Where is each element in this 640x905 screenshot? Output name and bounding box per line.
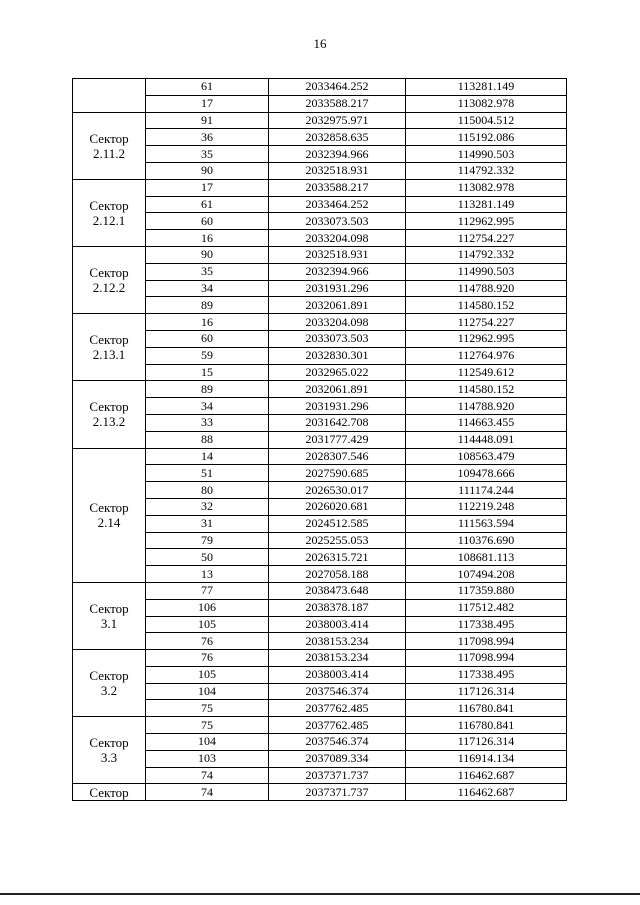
y-coordinate-cell: 114663.455	[406, 414, 567, 431]
sector-cell	[73, 314, 146, 381]
x-coordinate-cell: 2038473.648	[269, 582, 406, 599]
sector-code: 2.13.2	[92, 414, 126, 430]
table-row	[73, 666, 567, 683]
y-coordinate-cell: 117126.314	[406, 734, 567, 751]
x-coordinate-cell: 2038003.414	[269, 666, 406, 683]
x-coordinate-cell: 2033073.503	[269, 330, 406, 347]
x-coordinate-cell: 2032830.301	[269, 347, 406, 364]
sector-code: 3.1	[100, 616, 118, 631]
x-coordinate-cell: 2028307.546	[269, 448, 406, 465]
sector-cell	[73, 179, 146, 246]
table-row	[73, 179, 567, 196]
y-coordinate-cell: 116462.687	[406, 767, 567, 784]
sector-code: 3.3	[100, 750, 118, 766]
x-coordinate-cell: 2031777.429	[269, 431, 406, 448]
x-coordinate-cell: 2032975.971	[269, 112, 406, 129]
table-row	[73, 616, 567, 633]
x-coordinate-cell: 2037371.737	[269, 767, 406, 784]
table-row	[73, 330, 567, 347]
x-coordinate-cell: 2033073.503	[269, 213, 406, 230]
sector-name: Сектор	[89, 601, 129, 616]
point-number-cell: 104	[146, 734, 269, 751]
y-coordinate-cell: 114792.332	[406, 162, 567, 179]
x-coordinate-cell: 2032061.891	[269, 381, 406, 398]
x-coordinate-cell: 2032518.931	[269, 246, 406, 263]
point-number-cell: 77	[146, 582, 269, 599]
point-number-cell: 106	[146, 599, 269, 616]
table-row	[73, 734, 567, 751]
y-coordinate-cell: 113082.978	[406, 179, 567, 196]
coordinates-table	[72, 78, 567, 801]
point-number-cell: 13	[146, 566, 269, 583]
x-coordinate-cell: 2033588.217	[269, 179, 406, 196]
table-row	[73, 750, 567, 767]
x-coordinate-cell: 2033464.252	[269, 79, 406, 96]
y-coordinate-cell: 116462.687	[406, 784, 567, 801]
x-coordinate-cell: 2031642.708	[269, 414, 406, 431]
sector-cell	[73, 448, 146, 582]
y-coordinate-cell: 117126.314	[406, 683, 567, 700]
table-row	[73, 213, 567, 230]
sector-cell	[73, 582, 146, 649]
point-number-cell: 16	[146, 230, 269, 247]
y-coordinate-cell: 107494.208	[406, 566, 567, 583]
y-coordinate-cell: 114990.503	[406, 263, 567, 280]
table-row	[73, 650, 567, 667]
table-row	[73, 79, 567, 96]
point-number-cell: 35	[146, 263, 269, 280]
x-coordinate-cell: 2038003.414	[269, 616, 406, 633]
point-number-cell: 74	[146, 767, 269, 784]
sector-name: Сектор	[89, 399, 129, 415]
point-number-cell: 105	[146, 616, 269, 633]
scan-edge-divider	[0, 893, 640, 895]
table-row	[73, 414, 567, 431]
y-coordinate-cell: 114580.152	[406, 381, 567, 398]
y-coordinate-cell: 112754.227	[406, 230, 567, 247]
x-coordinate-cell: 2031931.296	[269, 280, 406, 297]
x-coordinate-cell: 2037546.374	[269, 683, 406, 700]
table-row	[73, 549, 567, 566]
table-row	[73, 582, 567, 599]
sector-code: 3.2	[100, 683, 118, 699]
sector-code: 2.13.1	[92, 347, 126, 363]
sector-code: 2.12.2	[92, 280, 126, 296]
point-number-cell: 35	[146, 146, 269, 163]
y-coordinate-cell: 117098.994	[406, 633, 567, 650]
sector-cell	[73, 717, 146, 784]
x-coordinate-cell: 2037762.485	[269, 717, 406, 734]
table-row	[73, 700, 567, 717]
y-coordinate-cell: 115004.512	[406, 112, 567, 129]
y-coordinate-cell: 115192.086	[406, 129, 567, 146]
point-number-cell: 36	[146, 129, 269, 146]
x-coordinate-cell: 2033588.217	[269, 95, 406, 112]
table-row	[73, 448, 567, 465]
sector-name: Сектор	[89, 130, 129, 146]
point-number-cell: 88	[146, 431, 269, 448]
point-number-cell: 61	[146, 196, 269, 213]
x-coordinate-cell: 2032061.891	[269, 297, 406, 314]
table-row	[73, 683, 567, 700]
y-coordinate-cell: 117338.495	[406, 666, 567, 683]
sector-name: Сектор	[89, 197, 129, 213]
y-coordinate-cell: 112764.976	[406, 347, 567, 364]
table-row	[73, 566, 567, 583]
y-coordinate-cell: 109478.666	[406, 465, 567, 482]
table-row	[73, 498, 567, 515]
table-row	[73, 280, 567, 297]
y-coordinate-cell: 113281.149	[406, 196, 567, 213]
y-coordinate-cell: 110376.690	[406, 532, 567, 549]
sector-cell	[73, 112, 146, 179]
table-row	[73, 196, 567, 213]
point-number-cell: 33	[146, 414, 269, 431]
y-coordinate-cell: 117512.482	[406, 599, 567, 616]
table-row	[73, 532, 567, 549]
y-coordinate-cell: 114788.920	[406, 398, 567, 415]
point-number-cell: 89	[146, 381, 269, 398]
x-coordinate-cell: 2027590.685	[269, 465, 406, 482]
point-number-cell: 90	[146, 246, 269, 263]
sector-cell	[73, 246, 146, 313]
y-coordinate-cell: 113281.149	[406, 79, 567, 96]
y-coordinate-cell: 114990.503	[406, 146, 567, 163]
table-row	[73, 297, 567, 314]
point-number-cell: 50	[146, 549, 269, 566]
sector-name: Сектор	[89, 332, 129, 348]
x-coordinate-cell: 2037546.374	[269, 734, 406, 751]
point-number-cell: 17	[146, 95, 269, 112]
table-row	[73, 633, 567, 650]
point-number-cell: 89	[146, 297, 269, 314]
point-number-cell: 16	[146, 314, 269, 331]
y-coordinate-cell: 116914.134	[406, 750, 567, 767]
y-coordinate-cell: 113082.978	[406, 95, 567, 112]
x-coordinate-cell: 2033204.098	[269, 230, 406, 247]
x-coordinate-cell: 2033464.252	[269, 196, 406, 213]
x-coordinate-cell: 2025255.053	[269, 532, 406, 549]
table-row	[73, 162, 567, 179]
sector-cell	[73, 79, 146, 113]
x-coordinate-cell: 2027058.188	[269, 566, 406, 583]
y-coordinate-cell: 114448.091	[406, 431, 567, 448]
table-row	[73, 599, 567, 616]
x-coordinate-cell: 2033204.098	[269, 314, 406, 331]
x-coordinate-cell: 2038378.187	[269, 599, 406, 616]
point-number-cell: 79	[146, 532, 269, 549]
point-number-cell: 15	[146, 364, 269, 381]
point-number-cell: 76	[146, 633, 269, 650]
y-coordinate-cell: 117338.495	[406, 616, 567, 633]
x-coordinate-cell: 2026020.681	[269, 498, 406, 515]
point-number-cell: 90	[146, 162, 269, 179]
y-coordinate-cell: 114792.332	[406, 246, 567, 263]
x-coordinate-cell: 2032394.966	[269, 263, 406, 280]
x-coordinate-cell: 2032518.931	[269, 162, 406, 179]
point-number-cell: 32	[146, 498, 269, 515]
table-row	[73, 95, 567, 112]
table-row	[73, 381, 567, 398]
x-coordinate-cell: 2038153.234	[269, 650, 406, 667]
sector-name: Сектор	[89, 265, 129, 281]
coordinates-table-body	[73, 79, 567, 801]
x-coordinate-cell: 2026315.721	[269, 549, 406, 566]
point-number-cell: 14	[146, 448, 269, 465]
y-coordinate-cell: 112962.995	[406, 213, 567, 230]
point-number-cell: 34	[146, 398, 269, 415]
table-row	[73, 230, 567, 247]
table-row	[73, 784, 567, 801]
table-row	[73, 431, 567, 448]
x-coordinate-cell: 2038153.234	[269, 633, 406, 650]
point-number-cell: 75	[146, 700, 269, 717]
sector-name: Сектор	[89, 500, 129, 516]
point-number-cell: 74	[146, 784, 269, 801]
sector-cell	[73, 381, 146, 448]
table-row	[73, 465, 567, 482]
page-number: 16	[313, 36, 327, 51]
table-row	[73, 314, 567, 331]
table-row	[73, 263, 567, 280]
point-number-cell: 61	[146, 79, 269, 96]
sector-code: 2.11.2	[92, 145, 126, 161]
x-coordinate-cell: 2031931.296	[269, 398, 406, 415]
sector-name: Сектор	[89, 735, 129, 751]
y-coordinate-cell: 111563.594	[406, 515, 567, 532]
point-number-cell: 75	[146, 717, 269, 734]
y-coordinate-cell: 116780.841	[406, 717, 567, 734]
x-coordinate-cell: 2037371.737	[269, 784, 406, 801]
table-row	[73, 347, 567, 364]
point-number-cell: 51	[146, 465, 269, 482]
point-number-cell: 60	[146, 330, 269, 347]
point-number-cell: 59	[146, 347, 269, 364]
point-number-cell: 105	[146, 666, 269, 683]
point-number-cell: 60	[146, 213, 269, 230]
y-coordinate-cell: 112549.612	[406, 364, 567, 381]
sector-code: 2.14	[97, 515, 121, 531]
y-coordinate-cell: 112754.227	[406, 314, 567, 331]
point-number-cell: 17	[146, 179, 269, 196]
y-coordinate-cell: 114580.152	[406, 297, 567, 314]
point-number-cell: 76	[146, 650, 269, 667]
table-row	[73, 112, 567, 129]
point-number-cell: 80	[146, 482, 269, 499]
x-coordinate-cell: 2037089.334	[269, 750, 406, 767]
table-row	[73, 767, 567, 784]
y-coordinate-cell: 117098.994	[406, 650, 567, 667]
table-row	[73, 364, 567, 381]
y-coordinate-cell: 108681.113	[406, 549, 567, 566]
y-coordinate-cell: 112219.248	[406, 498, 567, 515]
y-coordinate-cell: 116780.841	[406, 700, 567, 717]
sector-cell	[73, 784, 146, 801]
table-row	[73, 246, 567, 263]
table-row	[73, 129, 567, 146]
point-number-cell: 91	[146, 112, 269, 129]
point-number-cell: 31	[146, 515, 269, 532]
x-coordinate-cell: 2037762.485	[269, 700, 406, 717]
y-coordinate-cell: 108563.479	[406, 448, 567, 465]
sector-name: Сектор	[89, 668, 129, 684]
table-row	[73, 717, 567, 734]
y-coordinate-cell: 114788.920	[406, 280, 567, 297]
y-coordinate-cell: 112962.995	[406, 330, 567, 347]
x-coordinate-cell: 2032858.635	[269, 129, 406, 146]
point-number-cell: 34	[146, 280, 269, 297]
table-row	[73, 515, 567, 532]
sector-cell	[73, 650, 146, 717]
table-row	[73, 482, 567, 499]
table-row	[73, 146, 567, 163]
table-row	[73, 398, 567, 415]
y-coordinate-cell: 111174.244	[406, 482, 567, 499]
x-coordinate-cell: 2026530.017	[269, 482, 406, 499]
sector-code: 2.12.1	[92, 212, 126, 228]
x-coordinate-cell: 2024512.585	[269, 515, 406, 532]
point-number-cell: 104	[146, 683, 269, 700]
x-coordinate-cell: 2032394.966	[269, 146, 406, 163]
y-coordinate-cell: 117359.880	[406, 582, 567, 599]
x-coordinate-cell: 2032965.022	[269, 364, 406, 381]
sector-name: Сектор	[89, 784, 129, 800]
point-number-cell: 103	[146, 750, 269, 767]
